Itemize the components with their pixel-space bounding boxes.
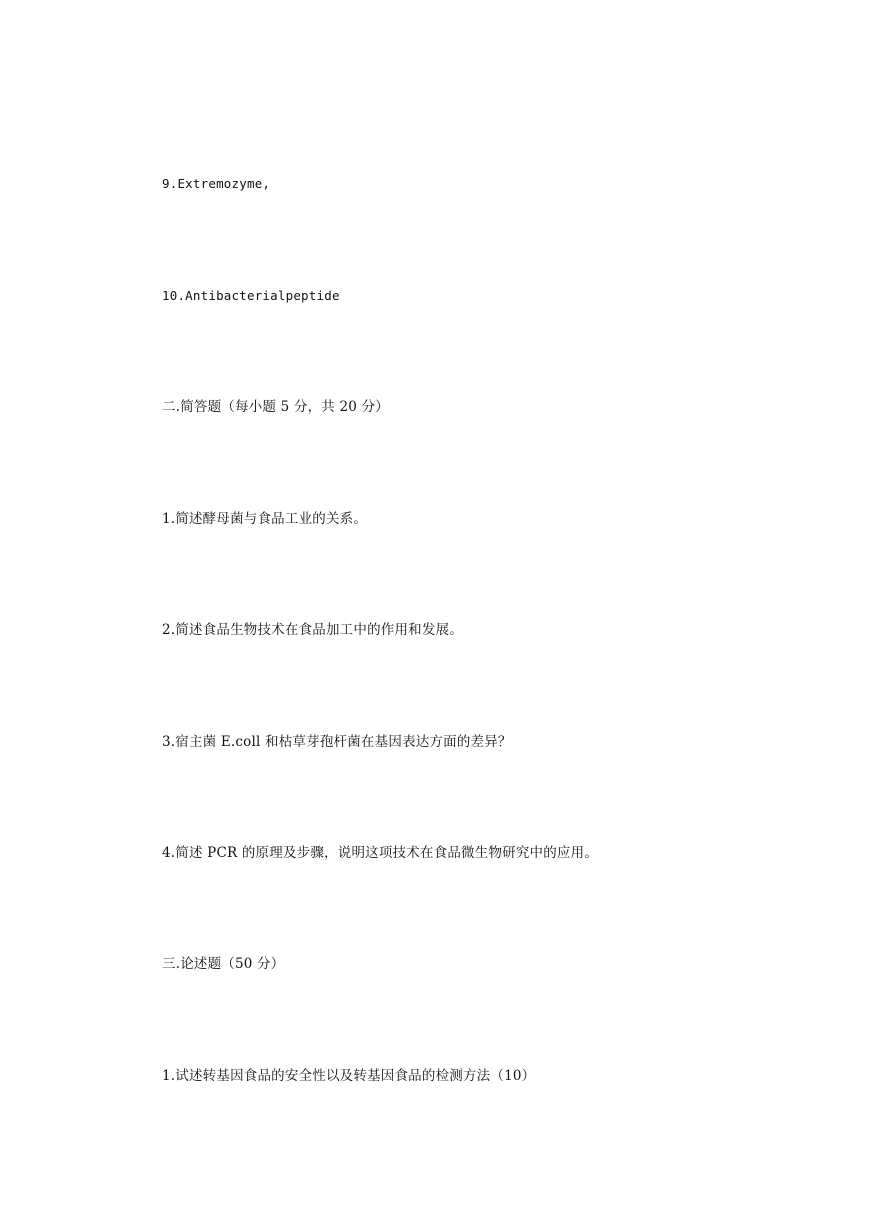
short-answer-question-4: 4.简述 PCR 的原理及步骤，说明这项技术在食品微生物研究中的应用。	[162, 845, 599, 861]
short-answer-question-2: 2.简述食品生物技术在食品加工中的作用和发展。	[162, 622, 463, 638]
section-heading-essay: 三.论述题（50 分）	[162, 956, 285, 972]
essay-question-1: 1.试述转基因食品的安全性以及转基因食品的检测方法（10）	[162, 1068, 536, 1084]
question-10-term: 10.Antibacterialpeptide	[162, 288, 340, 303]
short-answer-question-1: 1.简述酵母菌与食品工业的关系。	[162, 511, 368, 527]
section-heading-short-answer: 二.简答题（每小题 5 分，共 20 分）	[162, 399, 389, 415]
short-answer-question-3: 3.宿主菌 E.coll 和枯草芽孢杆菌在基因表达方面的差异？	[162, 734, 512, 750]
question-9-term: 9.Extremozyme,	[162, 176, 271, 191]
